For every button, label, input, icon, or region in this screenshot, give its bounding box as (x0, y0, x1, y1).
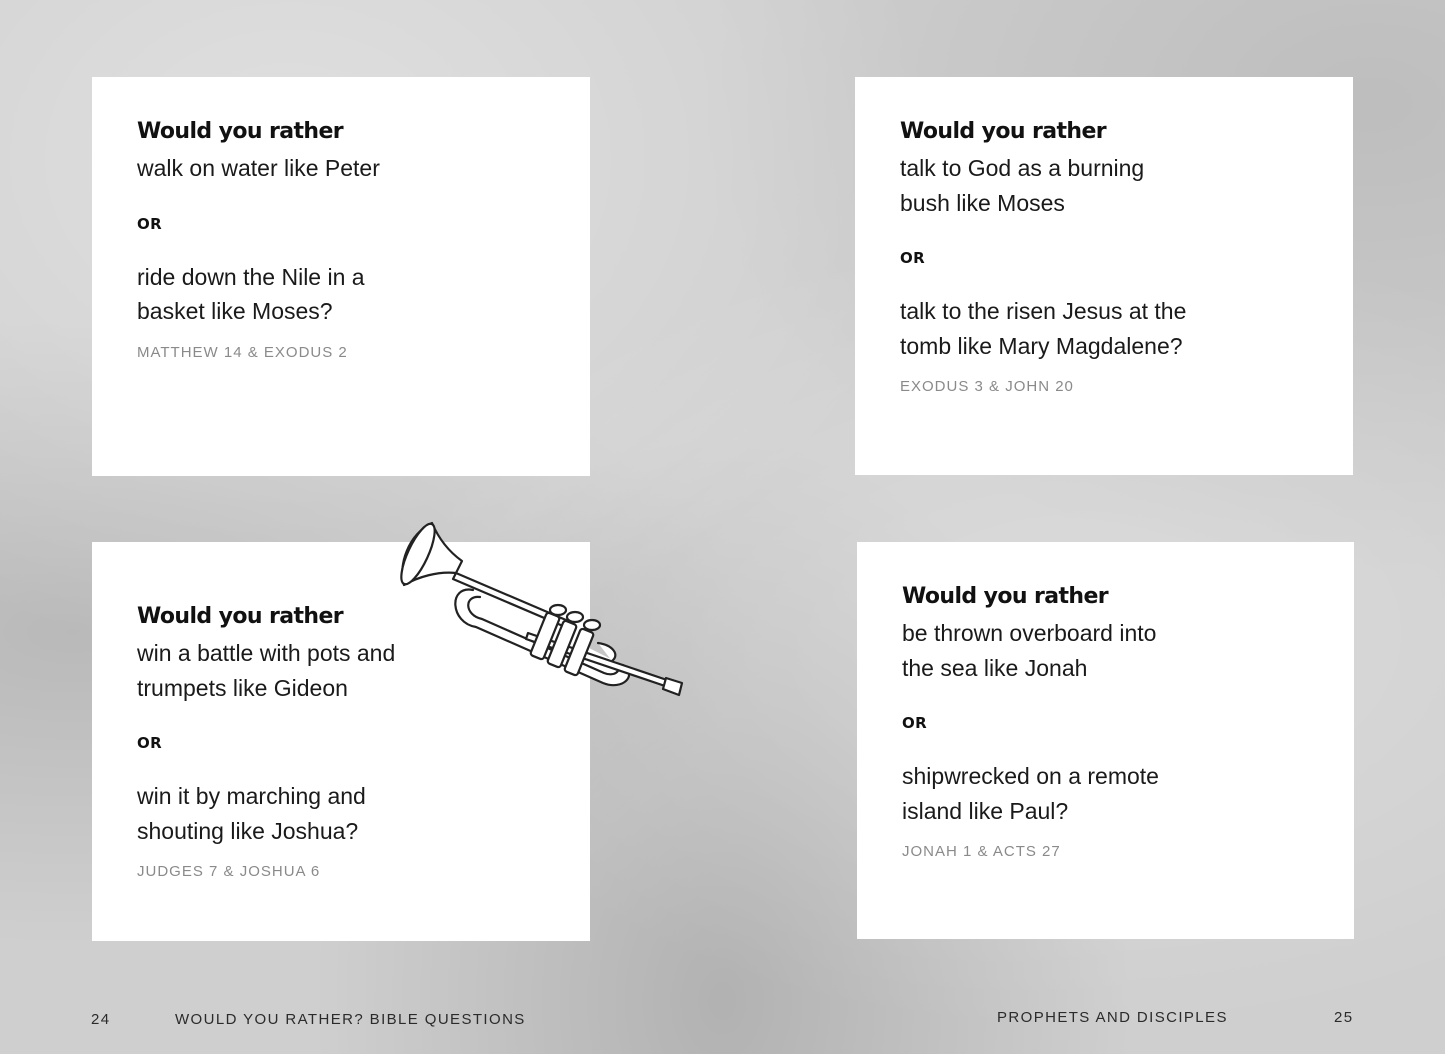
option-b (137, 260, 545, 329)
left-page-number: 24 (91, 1011, 111, 1028)
option-line: be thrown overboard into (902, 620, 1157, 646)
option-line: island like Paul? (902, 797, 1069, 824)
right-page-number: 25 (1334, 1009, 1354, 1026)
scripture-reference: JUDGES 7 & JOSHUA 6 (137, 863, 321, 880)
option-a (900, 151, 1308, 220)
right-running-title: PROPHETS AND DISCIPLES (997, 1009, 1228, 1026)
question-card (92, 77, 590, 476)
option-line: tomb like Mary Magdalene? (900, 332, 1183, 359)
card-heading: Would you rather (137, 119, 344, 144)
option-line: win it by marching and (137, 783, 366, 809)
option-line: talk to the risen Jesus at the (900, 298, 1187, 324)
scripture-reference: EXODUS 3 & JOHN 20 (900, 378, 1074, 395)
option-a (137, 151, 545, 186)
option-b (137, 779, 545, 848)
card-heading: Would you rather (902, 584, 1109, 609)
card-heading: Would you rather (137, 604, 344, 629)
option-line: bush like Moses (900, 189, 1065, 216)
or-label: OR (137, 734, 163, 752)
card-heading: Would you rather (900, 119, 1107, 144)
option-line: win a battle with pots and (137, 640, 396, 666)
option-line: basket like Moses? (137, 298, 333, 324)
scripture-reference: MATTHEW 14 & EXODUS 2 (137, 343, 348, 361)
option-line: shipwrecked on a remote (902, 763, 1159, 789)
question-card (855, 77, 1353, 475)
or-label: OR (137, 214, 163, 233)
question-card (857, 542, 1354, 939)
left-running-title: WOULD YOU RATHER? BIBLE QUESTIONS (175, 1011, 526, 1028)
option-b (900, 294, 1308, 363)
option-line: walk on water like Peter (137, 155, 380, 181)
option-line: trumpets like Gideon (137, 674, 348, 701)
option-line: the sea like Jonah (902, 654, 1088, 681)
scripture-reference: JONAH 1 & ACTS 27 (902, 843, 1061, 860)
option-line: talk to God as a burning (900, 155, 1145, 181)
option-line: shouting like Joshua? (137, 817, 359, 844)
option-a (902, 616, 1309, 685)
option-b (902, 759, 1309, 828)
trumpet-icon (398, 515, 688, 700)
or-label: OR (900, 249, 926, 267)
or-label: OR (902, 714, 928, 732)
option-line: ride down the Nile in a (137, 263, 365, 290)
